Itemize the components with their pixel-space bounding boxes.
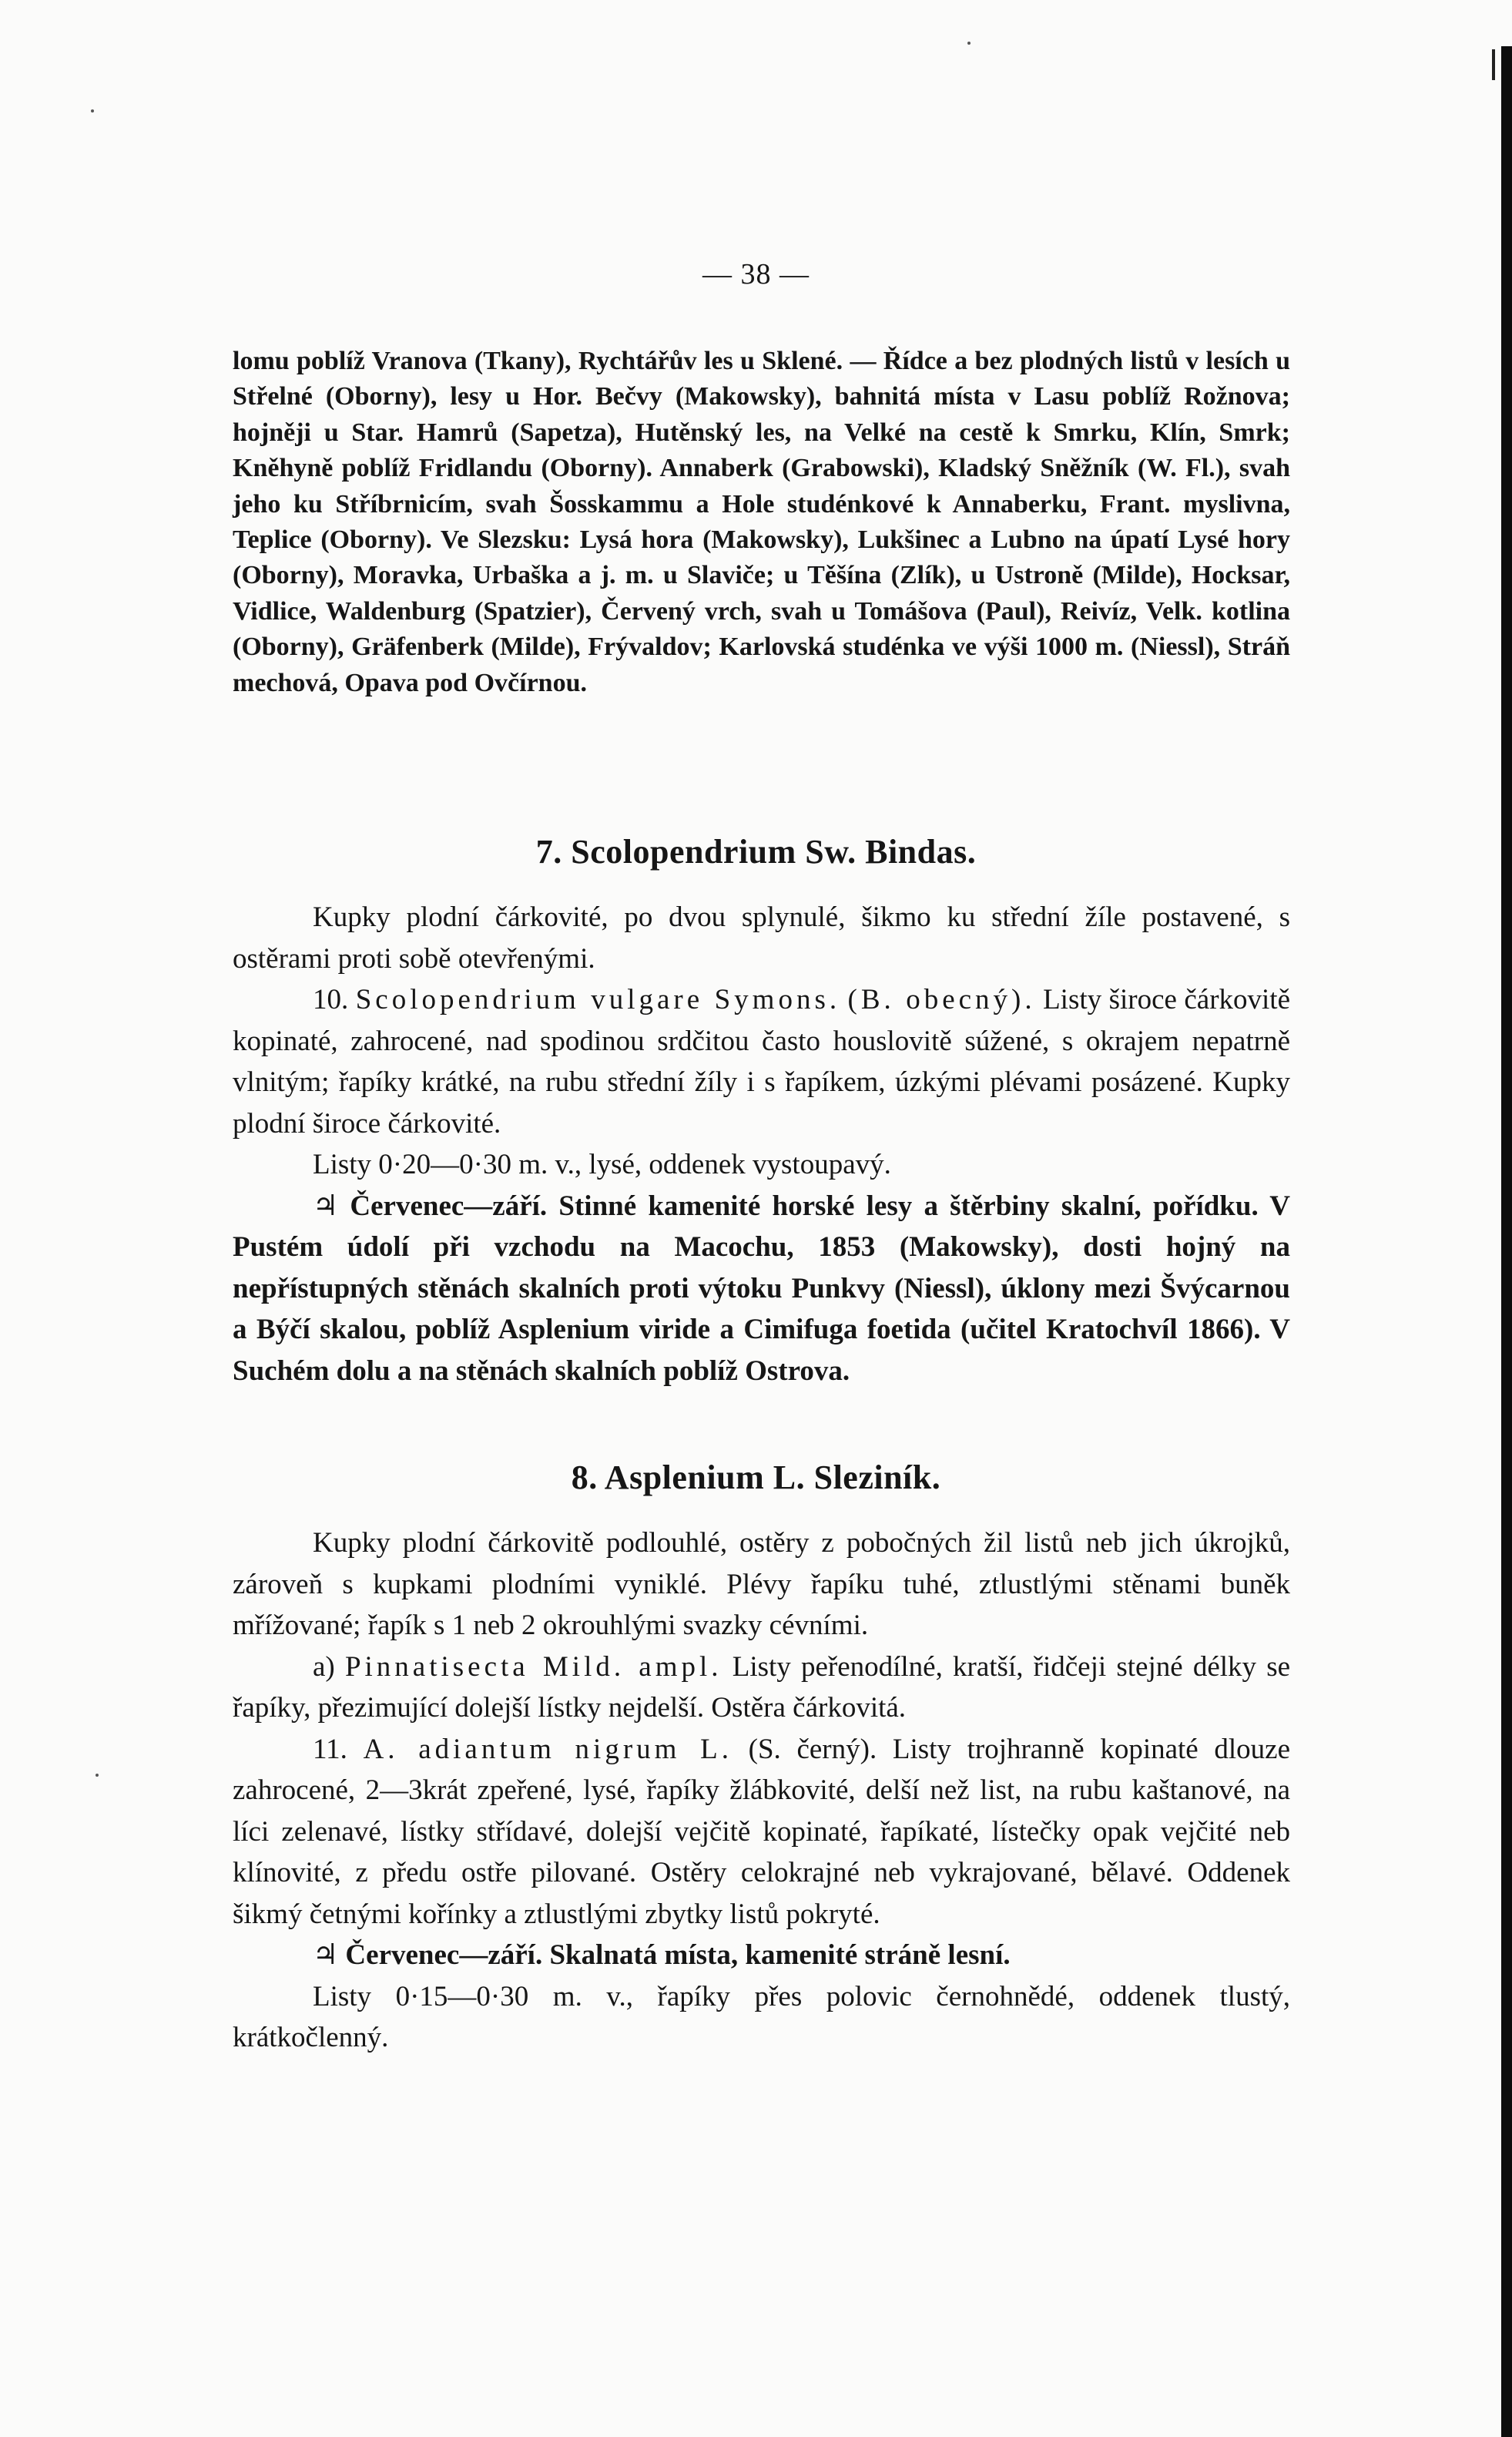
scan-edge-shadow <box>1501 46 1512 2437</box>
species-11-name: A. adiantum nigrum L. <box>363 1733 733 1765</box>
species-11-habitat: Červenec—září. Skalnatá místa, kamenité stráně lesní. <box>345 1939 1011 1971</box>
subgroup-a-label: a) <box>313 1650 335 1683</box>
species-11-description: Listy trojhranně kopinaté dlouze zahrocené, 2—3krát zpeřené, lysé, řapíky žlábkovité, delší než list, na rubu kaštanové, na líci zelenavé, lístky střídavé, dolejší vejčitě kopinaté, řapíkaté, lístečky opak vejčité neb klínovité, z předu ostře pilované. Ostěry celokrajné neb vykrajované, bělavé. Oddenek šikmý četnými kořínky a ztlustlými zbytky listů pokryté. <box>233 1733 1291 1930</box>
subgroup-a-entry <box>233 1646 1290 1729</box>
page-number: — 38 — <box>702 258 810 290</box>
subgroup-a-description: Listy peřenodílné, kratší, řidčeji stejné délky se řapíky, přezimující dolejší lístky nejdelší. Ostěra čárkovitá. <box>233 1650 1291 1724</box>
species-11-number: 11. <box>313 1733 347 1765</box>
perennial-symbol: ♃ <box>313 1939 339 1971</box>
section-7-description: Kupky plodní čárkovité, po dvou splynulé, šikmo ku střední žíle postavené, s ostěrami proti sobě otevřenými. <box>233 901 1290 975</box>
species-10-common-name: (B. obecný). <box>847 984 1036 1015</box>
intro-paragraph-block <box>233 344 1290 701</box>
perennial-symbol: ♃ <box>313 1190 339 1222</box>
species-11-entry <box>233 1729 1290 1935</box>
intro-paragraph: lomu poblíž Vranova (Tkany), Rychtářův les u Sklené. — Řídce a bez plodných listů v lesích u Střelné (Oborny), lesy u Hor. Bečvy (Makowsky), bahnitá místa v Lasu poblíž Rožnova; hojněji u Star. Hamrů (Sapetza), Hutěnský les, na Velké na cestě k Smrku, Klín, Smrk; Kněhyně poblíž Fridlandu (Oborny). Annaberk (Grabowski), Kladský Sněžník (W. Fl.), svah jeho ku Stříbrnicím, svah Šosskammu a Hole studénkové k Annaberku, Frant. myslivna, Teplice (Oborny). Ve Slezsku: Lysá hora (Makowsky), Lukšinec a Lubno na úpatí Lysé hory (Oborny), Moravka, Urbaška a j. m. u Slaviče; u Těšína (Zlík), u Ustroně (Milde), Hocksar, Vidlice, Waldenburg (Spatzier), Červený vrch, svah u Tomášova (Paul), Reivíz, Velk. kotlina (Oborny), Gräfenberk (Milde), Frývaldov; Karlovská studénka ve výši 1000 m. (Niessl), Stráň mechová, Opava pod Ovčírnou. <box>233 347 1290 697</box>
species-10-entry <box>233 979 1290 1144</box>
scan-speck <box>91 109 94 112</box>
species-10-size: Listy 0·20—0·30 m. v., lysé, oddenek vystoupavý. <box>313 1149 891 1180</box>
species-10-name: Scolopendrium vulgare Symons. <box>355 984 841 1015</box>
section-7-body <box>233 897 1290 1391</box>
species-10-description: Listy široce čárkovitě kopinaté, zahrocené, nad spodinou srdčitou často houslovitě súžené, s okrajem nepatrně vlnitým; řapíky krátké, na rubu střední žíly i s řapíkem, úzkými plévami posázené. Kupky plodní široce čárkovité. <box>233 984 1290 1140</box>
section-8-heading: 8. Asplenium L. Sleziník. <box>571 1459 941 1496</box>
species-10-habitat: Červenec—září. Stinné kamenité horské lesy a štěrbiny skalní, pořídku. V Pustém údolí při vzchodu na Macochu, 1853 (Makowsky), dosti hojný na nepřístupných stěnách skalních proti výtoku Punkvy (Niessl), úklony mezi Švýcarnou a Býčí skalou, poblíž Asplenium viride a Cimifuga foetida (učitel Kratochvíl 1866). V Suchém dolu a na stěnách skalních poblíž Ostrova. <box>233 1190 1290 1387</box>
scan-edge-mark <box>1492 49 1495 80</box>
section-8-body <box>233 1522 1290 2059</box>
section-8-description: Kupky plodní čárkovitě podlouhlé, ostěry z pobočných žil listů neb jich úkrojků, zároveň s kupkami plodními vyniklé. Plévy řapíku tuhé, ztlustlými stěnami buněk mřížované; řapík s 1 neb 2 okrouhlými svazky cévními. <box>233 1527 1290 1641</box>
species-10-habitat-entry <box>233 1186 1290 1392</box>
species-10-number: 10. <box>313 984 349 1015</box>
species-11-size: Listy 0·15—0·30 m. v., řapíky přes polovic černohnědé, oddenek tlustý, krátkočlenný. <box>233 1980 1290 2053</box>
species-11-common-name: (S. černý). <box>748 1733 877 1765</box>
subgroup-a-name: Pinnatisecta Mild. ampl. <box>344 1650 722 1683</box>
species-11-habitat-entry <box>233 1935 1290 1976</box>
section-7-heading: 7. Scolopendrium Sw. Bindas. <box>535 833 977 871</box>
scan-speck <box>967 42 971 45</box>
scan-speck <box>96 1774 99 1777</box>
